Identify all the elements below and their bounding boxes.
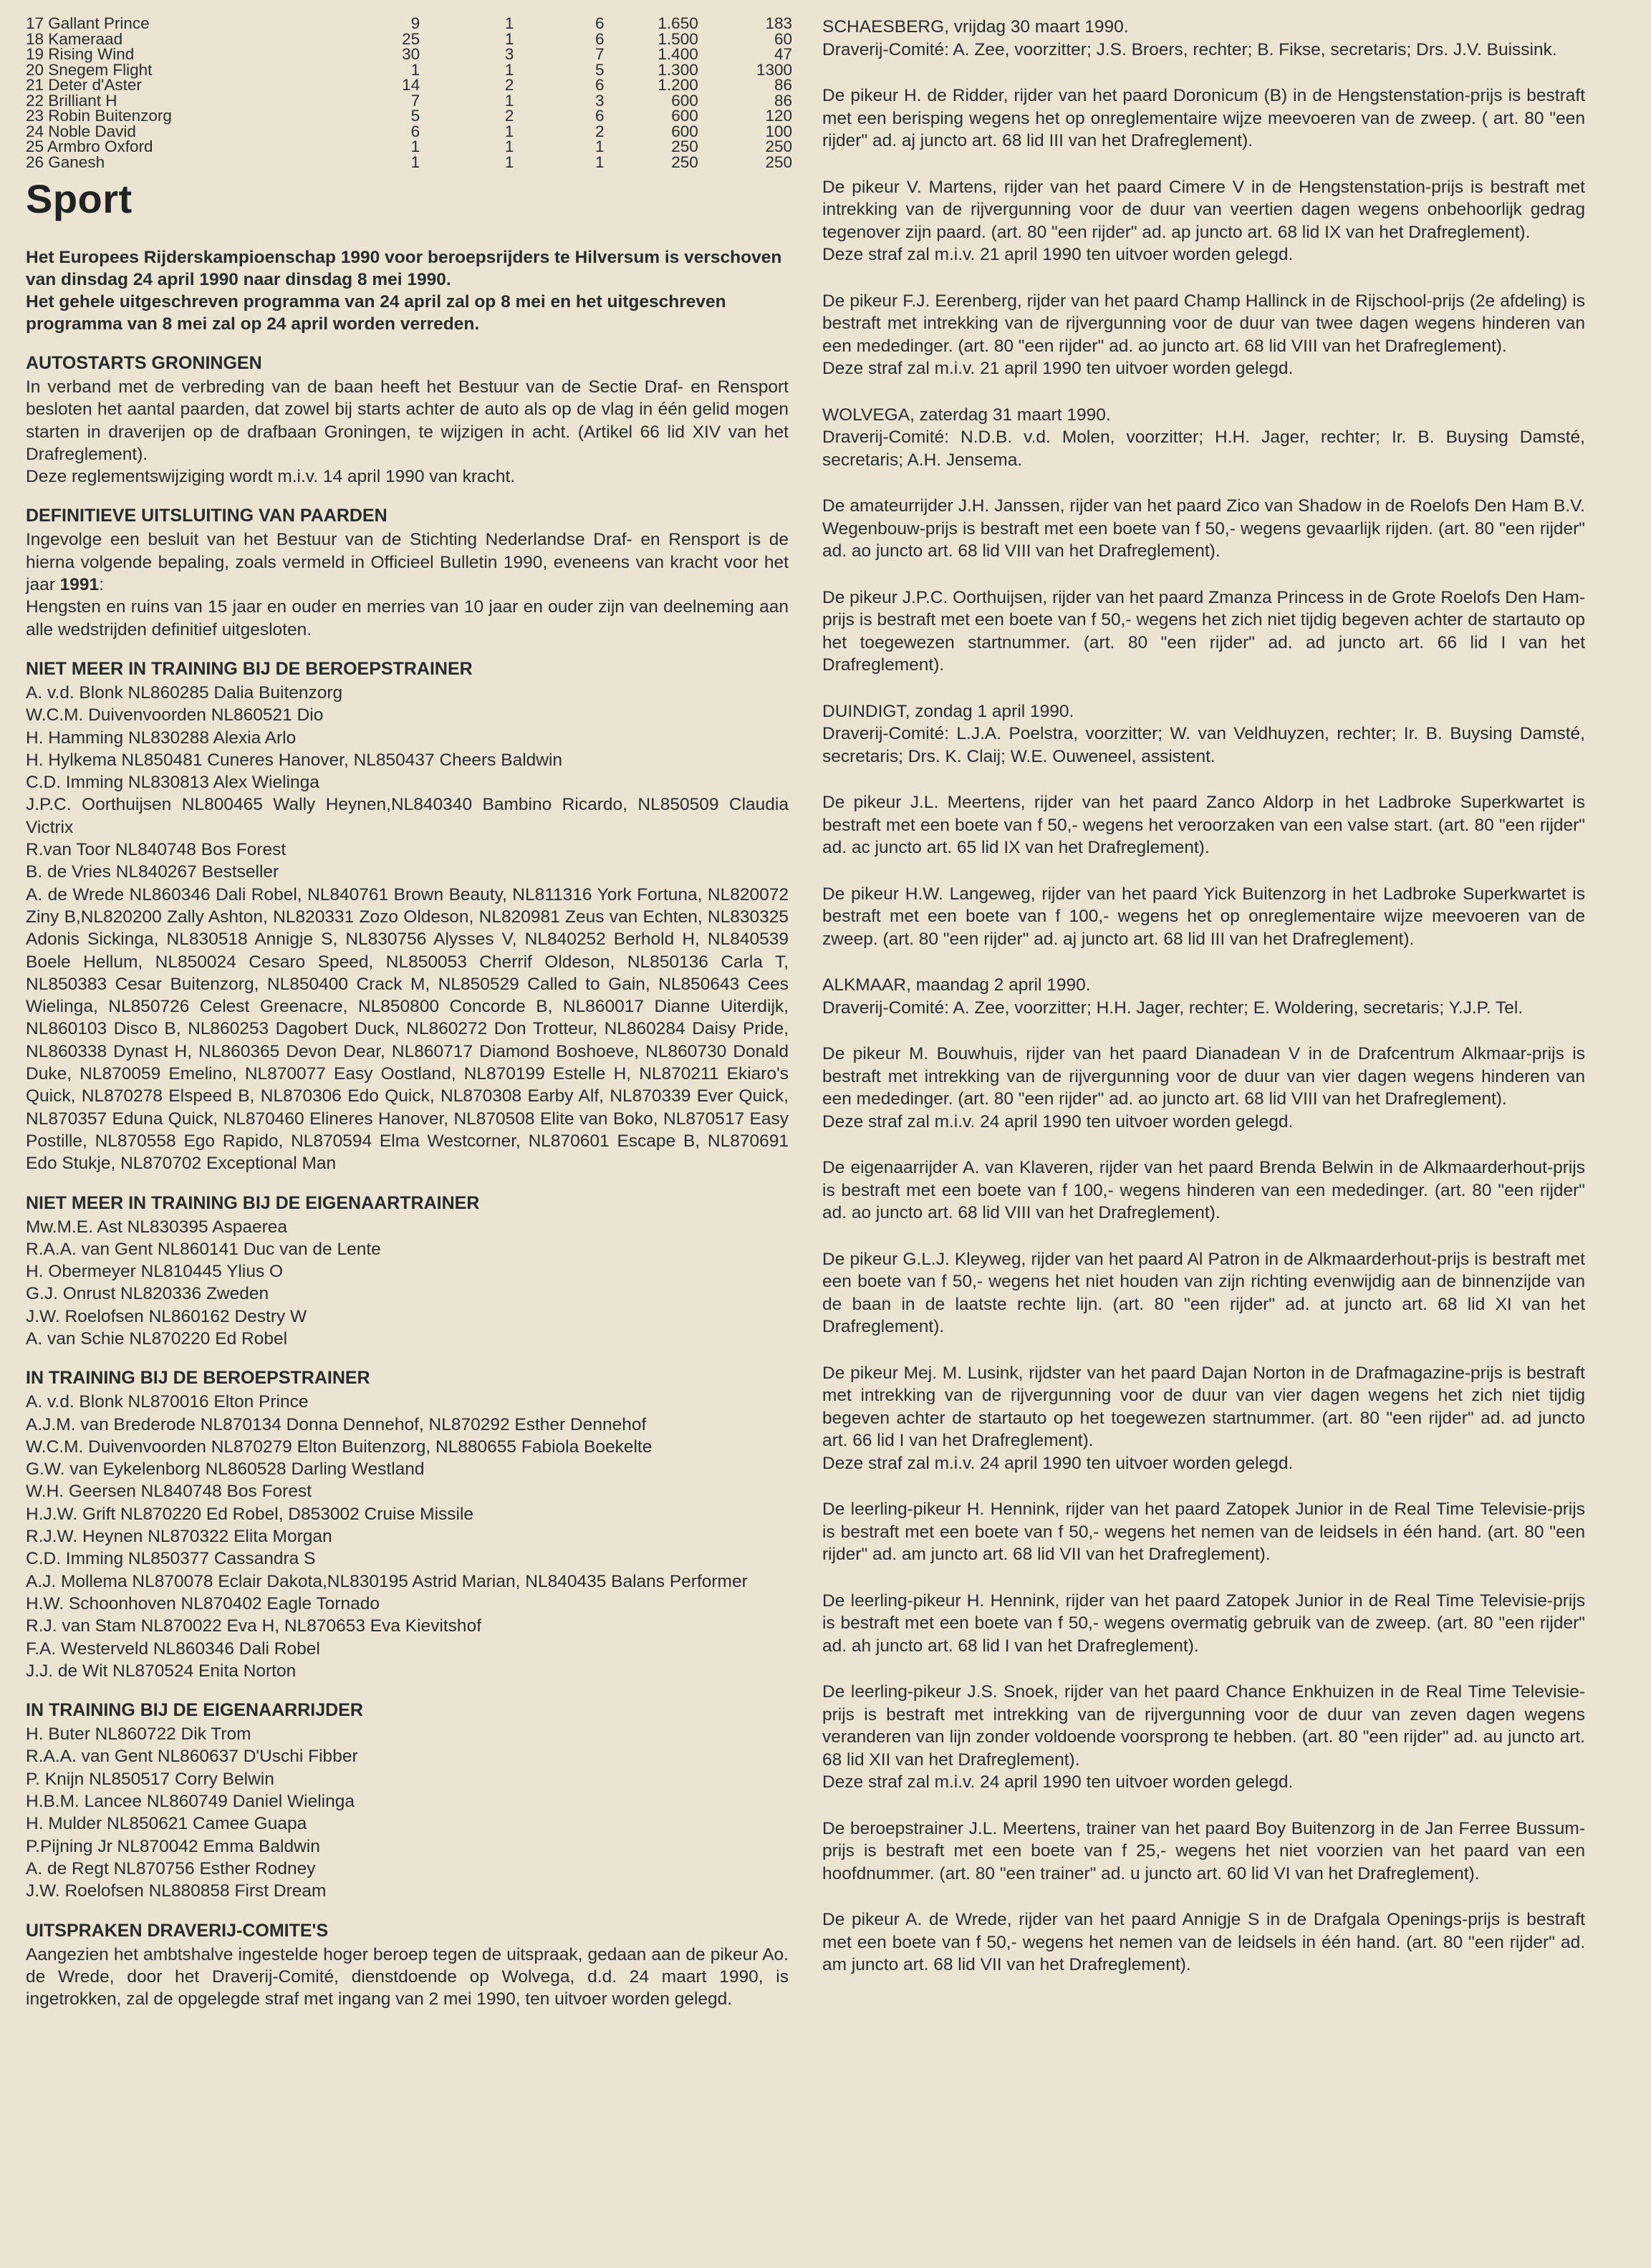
niet-eigenaar-section [26, 1192, 789, 1351]
ruling-text: Draverij-Comité: A. Zee, voorzitter; J.S. Broers, rechter; B. Fikse, secretaris; Drs. J.V. Buissink. [822, 39, 1557, 59]
ruling-block [822, 1362, 1585, 1475]
table-cell: 5 [410, 107, 420, 125]
list-item: R.van Toor NL840748 Bos Forest [26, 840, 287, 860]
list-item: F.A. Westerveld NL860346 Dali Robel [26, 1639, 320, 1659]
body-text: : [99, 575, 104, 595]
table-cell: 1 [504, 137, 514, 155]
list-item: W.C.M. Duivenvoorden NL860521 Dio [26, 705, 324, 725]
table-cell: 22 Brilliant H [26, 91, 117, 110]
ruling-block [822, 1818, 1585, 1886]
ruling-text: De pikeur F.J. Eerenberg, rijder van het paard Champ Hallinck in de Rijschool-prijs (2e afdeling) is bestraft met intrekking van de rijvergunning voor de duur van twee dagen wegens hinderen van een mededinger. (art. 80 "een rijder" ad. ao juncto art. 68 lid VIII van het Drafreglement). [822, 291, 1585, 356]
list-item: H. Hylkema NL850481 Cuneres Hanover, NL850437 Cheers Baldwin [26, 750, 563, 770]
table-cell: 1.650 [658, 14, 698, 32]
table-row [26, 62, 792, 78]
table-row [26, 124, 792, 140]
table-cell: 2 [504, 76, 514, 94]
table-cell: 25 Armbro Oxford [26, 137, 153, 155]
ruling-block [822, 974, 1585, 1019]
table-cell: 23 Robin Buitenzorg [26, 107, 172, 125]
list-item: G.W. van Eykelenborg NL860528 Darling Westland [26, 1459, 425, 1480]
section-title: NIET MEER IN TRAINING BIJ DE BEROEPSTRAINER [26, 658, 473, 679]
table-cell: 1 [595, 137, 605, 155]
table-cell: 24 Noble David [26, 122, 136, 140]
table-cell: 1 [504, 122, 514, 140]
table-cell: 6 [595, 107, 605, 125]
table-cell: 18 Kameraad [26, 29, 123, 48]
ruling-text: De beroepstrainer J.L. Meertens, trainer van het paard Boy Buitenzorg in de Jan Ferree Bussum-prijs is bestraft met een boete van f 25,- wegens het niet voorzien van het paard van een hoofdnummer. (art. 80 "een trainer" ad. u juncto art. 60 lid VI van het Drafreglement). [822, 1818, 1585, 1883]
table-cell: 21 Deter d'Aster [26, 76, 142, 94]
list-item: R.A.A. van Gent NL860141 Duc van de Lente [26, 1239, 381, 1259]
table-cell: 7 [595, 45, 605, 63]
list-item: W.H. Geersen NL840748 Bos Forest [26, 1482, 312, 1502]
ruling-text: De leerling-pikeur H. Hennink, rijder van het paard Zatopek Junior in de Real Time Televisie-prijs is bestraft met een boete van f 50,- wegens het nemen van de leidsels in één hand. (art. 80 "een rijder" ad. am juncto art. 68 lid VII van het Drafreglement). [822, 1500, 1585, 1564]
list-item: J.W. Roelofsen NL860162 Destry W [26, 1306, 307, 1326]
ruling-block [822, 791, 1585, 859]
table-cell: 183 [765, 14, 792, 32]
ruling-text: De pikeur H. de Ridder, rijder van het paard Doronicum (B) in de Hengstenstation-prijs is bestraft met een berisping wegens het op onreglementaire wijze meevoeren van de zweep. ( art. 80 "een rijder" ad. aj juncto art. 68 lid III van het Drafreglement). [822, 86, 1585, 150]
list-item: A. v.d. Blonk NL860285 Dalia Buitenzorg [26, 682, 343, 703]
list-item: H. Buter NL860722 Dik Trom [26, 1724, 251, 1745]
table-cell: 1.200 [658, 76, 698, 94]
table-cell: 100 [765, 122, 792, 140]
year-highlight: 1991 [59, 575, 100, 595]
table-cell: 17 Gallant Prince [26, 14, 150, 32]
ruling-block [822, 1043, 1585, 1133]
list-item: C.D. Imming NL850377 Cassandra S [26, 1549, 316, 1569]
table-cell: 7 [410, 91, 420, 110]
list-item: G.J. Onrust NL820336 Zweden [26, 1284, 269, 1304]
uitspraken-section [26, 1920, 789, 2011]
table-row [26, 108, 792, 124]
ruling-block [822, 176, 1585, 266]
ruling-text: Draverij-Comité: A. Zee, voorzitter; H.H. Jager, rechter; E. Woldering, secretaris; Y.J.P. Tel. [822, 998, 1524, 1018]
list-item: H.B.M. Lancee NL860749 Daniel Wielinga [26, 1792, 355, 1812]
table-row [26, 16, 792, 32]
table-cell: 3 [595, 91, 605, 110]
list-item: A. de Regt NL870756 Esther Rodney [26, 1858, 316, 1878]
ruling-note: Deze straf zal m.i.v. 24 april 1990 ten uitvoer worden gelegd. [822, 1772, 1294, 1792]
ruling-block [822, 1909, 1585, 1977]
list-item: H.J.W. Grift NL870220 Ed Robel, D853002 Cruise Missile [26, 1504, 474, 1524]
table-row [26, 93, 792, 109]
table-cell: 47 [774, 45, 792, 63]
ruling-note: Deze straf zal m.i.v. 24 april 1990 ten uitvoer worden gelegd. [822, 1453, 1294, 1473]
list-item: W.C.M. Duivenvoorden NL870279 Elton Buitenzorg, NL880655 Fabiola Boekelte [26, 1437, 653, 1457]
table-cell: 26 Ganesh [26, 153, 105, 171]
meeting-header: SCHAESBERG, vrijdag 30 maart 1990. [822, 17, 1129, 37]
table-cell: 1 [504, 153, 514, 171]
ruling-block [822, 85, 1585, 153]
list-item: R.J. van Stam NL870022 Eva H, NL870653 Eva Kievitshof [26, 1616, 481, 1636]
ruling-text: De pikeur A. de Wrede, rijder van het paard Annigje S in de Drafgala Openings-prijs is bestraft met een boete van f 50,- wegens het nemen van de leidsels in één hand. (art. 80 "een rijder" ad. am juncto art. 68 lid VII van het Drafreglement). [822, 1910, 1585, 1974]
left-column [26, 14, 792, 2010]
table-cell: 20 Snegem Flight [26, 60, 153, 79]
intro-paragraph: Het gehele uitgeschreven programma van 24 april zal op 8 mei en het uitgeschreven programma van 8 mei zal op 24 april worden verreden. [26, 292, 726, 334]
list-item: A.J.M. van Brederode NL870134 Donna Dennehof, NL870292 Esther Dennehof [26, 1414, 647, 1434]
table-cell: 86 [774, 91, 792, 110]
ruling-text: Draverij-Comité: L.J.A. Poelstra, voorzitter; W. van Veldhuyzen, rechter; Ir. B. Buysing Damsté, secretaris; Drs. K. Claij; W.E. Ouweneel, assistent. [822, 724, 1585, 766]
meeting-header: ALKMAAR, maandag 2 april 1990. [822, 975, 1091, 995]
list-item: J.J. de Wit NL870524 Enita Norton [26, 1661, 297, 1681]
table-cell: 1 [504, 60, 514, 79]
ruling-text: De eigenaarrijder A. van Klaveren, rijder van het paard Brenda Belwin in de Alkmaarderhout-prijs is bestraft met een boete van f 100,- wegens hinderen van een mededinger. (art. 80 "een rijder" ad. ao juncto art. 68 lid VIII van het Drafreglement). [822, 1158, 1585, 1222]
section-title: IN TRAINING BIJ DE EIGENAARRIJDER [26, 1700, 363, 1721]
entry-paragraph: A. de Wrede NL860346 Dali Robel, NL840761 Brown Beauty, NL811316 York Fortuna, NL820072 Ziny B,NL820200 Zally Ashton, NL820331 Zozo Oldeson, NL820981 Zeus van Echten, NL830325 Adonis Sickinga, NL830518 Annigje S, NL830756 Alysses V, NL840252 Berhold H, NL840539 Boele Hellum, NL850024 Cesaro Speed, NL850053 Cherrif Oldeson, NL850136 Carla T, NL850383 Cesar Buitenzorg, NL850400 Crack M, NL850529 Called to Gain, NL850643 Cees Wielinga, NL850726 Celest Greenacre, NL850800 Concorde B, NL860017 Dianne Uiterdijk, NL860103 Disco B, NL860253 Dagobert Duck, NL860272 Don Trotteur, NL860284 Daisy Pride, NL860338 Dynast H, NL860365 Devon Dear, NL860717 Diamond Boshoeve, NL860730 Donald Duke, NL870059 Emelino, NL870077 Easy Oostland, NL870199 Estelle H, NL870211 Ekiaro's Quick, NL870278 Elspeed B, NL870306 Edo Quick, NL870308 Earby Alf, NL870339 Ever Quick, NL870357 Eduna Quick, NL870460 Elineres Hanover, NL870508 Elite van Boko, NL870517 Easy Postille, NL870558 Ego Rapido, NL870594 Elma Westcorner, NL870601 Escape B, NL870691 Edo Stukje, NL870702 Exceptional Man [26, 884, 789, 1174]
table-cell: 1 [504, 29, 514, 48]
table-cell: 1 [410, 137, 420, 155]
section-title: DEFINITIEVE UITSLUITING VAN PAARDEN [26, 506, 388, 526]
table-cell: 1.300 [658, 60, 698, 79]
list-item: P. Knijn NL850517 Corry Belwin [26, 1769, 274, 1789]
section-body: In verband met de verbreding van de baan heeft het Bestuur van de Sectie Draf- en Rensport besloten het aantal paarden, dat zowel bij starts achter de auto als op de vlag in één gelid mogen starten in draverijen op de drafbaan Groningen, te wijzigen in acht. (Artikel 66 lid XIV van het Drafreglement). [26, 377, 789, 464]
table-cell: 25 [402, 29, 420, 48]
table-cell: 120 [765, 107, 792, 125]
table-cell: 250 [765, 153, 792, 171]
list-item: H. Mulder NL850621 Camee Guapa [26, 1814, 307, 1834]
list-item: C.D. Imming NL830813 Alex Wielinga [26, 773, 319, 793]
list-item: J.W. Roelofsen NL880858 First Dream [26, 1881, 327, 1901]
table-row [26, 139, 792, 155]
table-cell: 60 [774, 29, 792, 48]
table-cell: 250 [765, 137, 792, 155]
ruling-block [822, 1498, 1585, 1566]
ruling-text: De leerling-pikeur H. Hennink, rijder van het paard Zatopek Junior in de Real Time Televisie-prijs is bestraft met een boete van f 50,- wegens overmatig gebruik van de zweep. (art. 80 "een rijder" ad. ah juncto art. 68 lid I van het Drafreglement). [822, 1591, 1585, 1656]
list-item: Mw.M.E. Ast NL830395 Aspaerea [26, 1217, 287, 1237]
table-cell: 2 [595, 122, 605, 140]
section-title: AUTOSTARTS GRONINGEN [26, 353, 262, 373]
intro-announcement [26, 246, 789, 335]
table-cell: 6 [410, 122, 420, 140]
section-body: Aangezien het ambtshalve ingestelde hoger beroep tegen de uitspraak, gedaan aan de pikeur Ao. de Wrede, door het Draverij-Comité, dienstdoende op Wolvega, d.d. 24 maart 1990, is ingetrokken, zal de opgelegde straf met ingang van 2 mei 1990, ten uitvoer worden gelegd. [26, 1944, 789, 2009]
section-body: Deze reglementswijziging wordt m.i.v. 14 april 1990 van kracht. [26, 467, 516, 487]
ruling-text: De pikeur V. Martens, rijder van het paard Cimere V in de Hengstenstation-prijs is bestraft met intrekking van de rijvergunning voor de duur van veertien dagen wegens onbehoorlijk gedrag tegenover zijn paard. (art. 80 "een rijder" ad. ap juncto art. 68 lid IX van het Drafreglement). [822, 177, 1585, 242]
table-cell: 600 [671, 91, 698, 110]
list-item: A. v.d. Blonk NL870016 Elton Prince [26, 1392, 309, 1412]
table-cell: 6 [595, 76, 605, 94]
table-cell: 1300 [756, 60, 792, 79]
table-cell: 1 [595, 153, 605, 171]
table-cell: 9 [410, 14, 420, 32]
table-row [26, 155, 792, 170]
section-body: Hengsten en ruins van 15 jaar en ouder en merries van 10 jaar en ouder zijn van deelneming aan alle wedstrijden definitief uitgesloten. [26, 597, 789, 640]
table-cell: 250 [671, 153, 698, 171]
table-cell: 19 Rising Wind [26, 45, 135, 63]
niet-beroeps-section [26, 658, 789, 1175]
table-cell: 600 [671, 122, 698, 140]
ruling-block [822, 1681, 1585, 1794]
ruling-block [822, 495, 1585, 563]
list-item: P.Pijning Jr NL870042 Emma Baldwin [26, 1836, 320, 1856]
table-cell: 1 [410, 153, 420, 171]
table-cell: 600 [671, 107, 698, 125]
entry-paragraph: J.P.C. Oorthuijsen NL800465 Wally Heynen,NL840340 Bambino Ricardo, NL850509 Claudia Victrix [26, 795, 789, 837]
ruling-block [822, 1590, 1585, 1658]
ruling-block [822, 1157, 1585, 1225]
list-item: R.J.W. Heynen NL870322 Elita Morgan [26, 1527, 332, 1547]
ruling-note: Deze straf zal m.i.v. 21 april 1990 ten uitvoer worden gelegd. [822, 245, 1294, 264]
ruling-text: De pikeur H.W. Langeweg, rijder van het paard Yick Buitenzorg in het Ladbroke Superkwartet is bestraft met een boete van f 100,- wegens het op onreglementaire wijze meevoeren van de zweep. (art. 80 "een rijder" ad. aj juncto art. 68 lid III van het Drafreglement). [822, 884, 1585, 949]
table-cell: 6 [595, 29, 605, 48]
table-cell: 14 [402, 76, 420, 94]
ruling-text: De pikeur M. Bouwhuis, rijder van het paard Dianadean V in de Drafcentrum Alkmaar-prijs is bestraft met intrekking van de rijvergunning voor de duur van vier dagen wegens hinderen van een mededinger. (art. 80 "een rijder" ad. ao juncto art. 68 lid VIII van het Drafreglement). [822, 1044, 1585, 1109]
table-cell: 86 [774, 76, 792, 94]
ruling-block [822, 587, 1585, 677]
table-cell: 30 [402, 45, 420, 63]
standings-table [26, 16, 792, 170]
table-row [26, 77, 792, 93]
table-cell: 2 [504, 107, 514, 125]
section-title: IN TRAINING BIJ DE BEROEPSTRAINER [26, 1368, 370, 1389]
ruling-text: De leerling-pikeur J.S. Snoek, rijder van het paard Chance Enkhuizen in de Real Time Televisie-prijs is bestraft met intrekking van de rijvergunning voor de duur van zeven dagen wegens veranderen van lijn zonder voldoende voorsprong te hebben. (art. 80 "een rijder" ad. au juncto art. 68 lid XII van het Drafreglement). [822, 1682, 1585, 1770]
in-beroeps-section [26, 1367, 789, 1682]
table-cell: 1.500 [658, 29, 698, 48]
list-item: A. van Schie NL870220 Ed Robel [26, 1328, 288, 1348]
section-title: UITSPRAKEN DRAVERIJ-COMITE'S [26, 1920, 329, 1941]
ruling-block [822, 700, 1585, 768]
in-eigenaar-section [26, 1699, 789, 1902]
table-row [26, 47, 792, 62]
intro-paragraph: Het Europees Rijderskampioenschap 1990 voor beroepsrijders te Hilversum is verschoven van dinsdag 24 april 1990 naar dinsdag 8 mei 1990. [26, 248, 782, 289]
ruling-text: De pikeur J.P.C. Oorthuijsen, rijder van het paard Zmanza Princess in de Grote Roelofs Den Ham-prijs is bestraft met een boete van f 50,- wegens het zich niet tijdig begeven achter de startauto op het toegewezen startnummer. (art. 80 "een rijder" ad. ad juncto art. 66 lid I van het Drafreglement). [822, 587, 1585, 675]
entry-paragraph: A.J. Mollema NL870078 Eclair Dakota,NL830195 Astrid Marian, NL840435 Balans Performer [26, 1571, 748, 1591]
ruling-block [822, 290, 1585, 380]
table-cell: 1 [504, 91, 514, 110]
ruling-note: Deze straf zal m.i.v. 24 april 1990 ten uitvoer worden gelegd. [822, 1111, 1294, 1131]
ruling-note: Deze straf zal m.i.v. 21 april 1990 ten uitvoer worden gelegd. [822, 359, 1294, 378]
ruling-text: De pikeur G.L.J. Kleyweg, rijder van het paard Al Patron in de Alkmaarderhout-prijs is bestraft met een boete van f 50,- wegens het niet houden van zijn richting evenwijdig aan de binnenzijde van de baan in de laatste rechte lijn. (art. 80 "een rijder" ad. at juncto art. 68 lid XI van het Drafreglement). [822, 1249, 1585, 1336]
list-item: H. Hamming NL830288 Alexia Arlo [26, 728, 297, 748]
ruling-text: De pikeur J.L. Meertens, rijder van het paard Zanco Aldorp in het Ladbroke Superkwartet is bestraft met een boete van f 50,- wegens het veroorzaken van een valse start. (art. 80 "een rijder" ad. ac juncto art. 65 lid IX van het Drafreglement). [822, 793, 1585, 857]
table-cell: 1.400 [658, 45, 698, 63]
section-body [26, 529, 789, 596]
ruling-block [822, 883, 1585, 951]
ruling-text: Draverij-Comité: N.D.B. v.d. Molen, voorzitter; H.H. Jager, rechter; Ir. B. Buysing Damsté, secretaris; A.H. Jensema. [822, 428, 1585, 470]
table-cell: 5 [595, 60, 605, 79]
ruling-block [822, 16, 1585, 61]
table-cell: 1 [504, 14, 514, 32]
ruling-text: De amateurrijder J.H. Janssen, rijder van het paard Zico van Shadow in de Roelofs Den Ham B.V. Wegenbouw-prijs is bestraft met een boete van f 50,- wegens gevaarlijk rijden. (art. 80 "een rijder" ad. ao juncto art. 68 lid VIII van het Drafreglement). [822, 496, 1585, 561]
table-cell: 3 [504, 45, 514, 63]
ruling-block [822, 404, 1585, 472]
list-item: H.W. Schoonhoven NL870402 Eagle Tornado [26, 1593, 380, 1613]
table-cell: 1 [410, 60, 420, 79]
autostarts-section [26, 352, 789, 488]
table-row [26, 32, 792, 47]
uitsluiting-section [26, 505, 789, 640]
table-cell: 6 [595, 14, 605, 32]
ruling-block [822, 1248, 1585, 1338]
section-heading: Sport [26, 176, 133, 221]
body-text: Ingevolge een besluit van het Bestuur van de Stichting Nederlandse Draf- en Rensport is de hierna volgende bepaling, zoals vermeld in Officieel Bulletin 1990, eveneens van kracht voor het jaar [26, 530, 789, 595]
list-item: R.A.A. van Gent NL860637 D'Uschi Fibber [26, 1747, 358, 1767]
list-item: B. de Vries NL840267 Bestseller [26, 862, 279, 882]
section-title: NIET MEER IN TRAINING BIJ DE EIGENAARTRAINER [26, 1192, 480, 1213]
right-column [822, 16, 1585, 2000]
meeting-header: WOLVEGA, zaterdag 31 maart 1990. [822, 405, 1111, 425]
list-item: H. Obermeyer NL810445 Ylius O [26, 1262, 284, 1282]
ruling-text: De pikeur Mej. M. Lusink, rijdster van het paard Dajan Norton in de Drafmagazine-prijs is bestraft met intrekking van de rijvergunning voor de duur van vier dagen wegens het zich niet tijdig begeven achter de startauto op het toegewezen startnummer. (art. 80 "een rijder" ad. ad juncto art. 66 lid I van het Drafreglement). [822, 1363, 1585, 1450]
meeting-header: DUINDIGT, zondag 1 april 1990. [822, 701, 1074, 721]
table-cell: 250 [671, 137, 698, 155]
